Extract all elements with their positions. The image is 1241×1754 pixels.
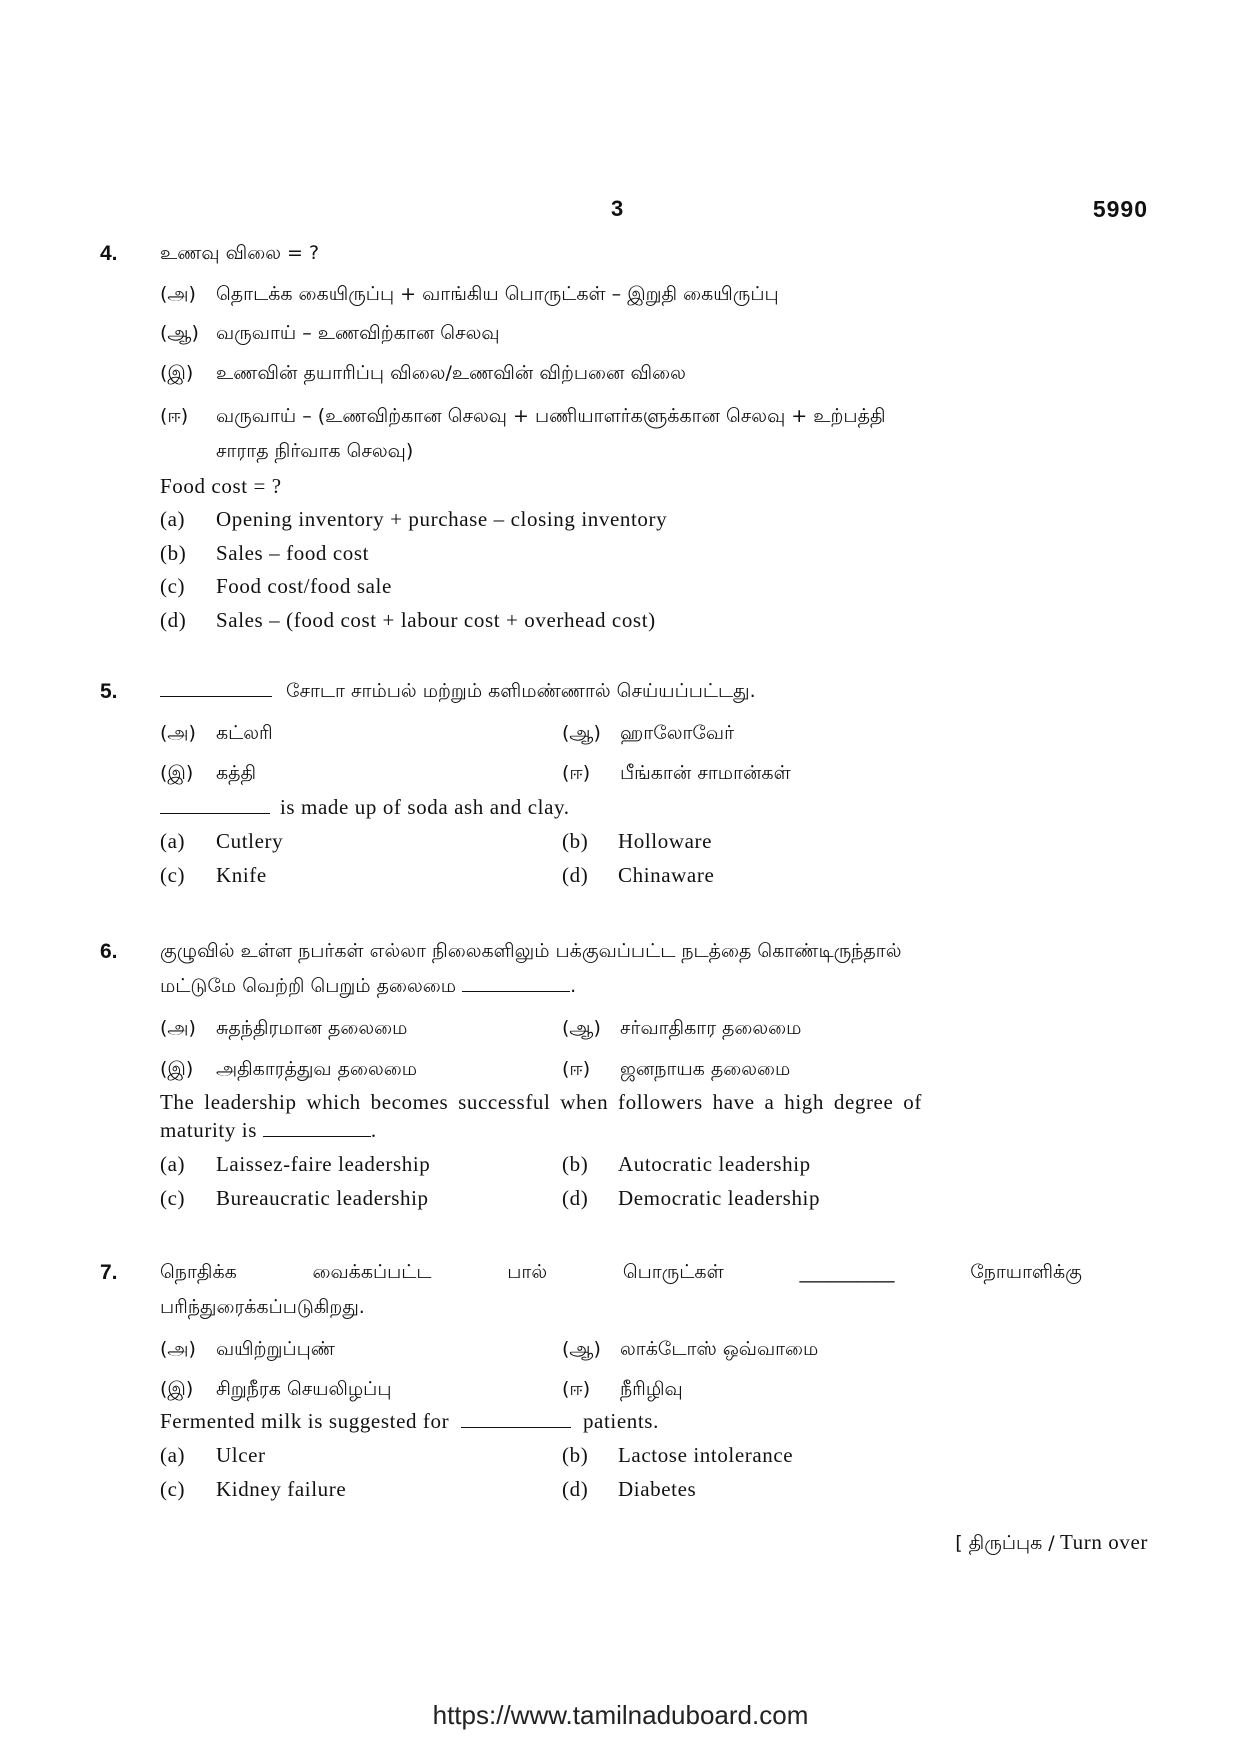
option-ta: (ஈ) பீங்கான் சாமான்கள் [562, 762, 791, 784]
option-en: (d) Diabetes [562, 1477, 697, 1501]
answer-blank [462, 977, 570, 992]
stem-line-justified: The leadership which becomes successful when followers have a high degree of [160, 1090, 922, 1114]
answer-blank [160, 799, 270, 814]
question-stem-ta: குழுவில் உள்ள நபர்கள் எல்லா நிலைகளிலும் பக்குவப்பட்ட நடத்தை கொண்டிருந்தால் [160, 940, 902, 962]
option-ta: (அ) சுதந்திரமான தலைமை [160, 1017, 408, 1039]
option-en: (b) Autocratic leadership [562, 1152, 811, 1176]
option-en: (d) Democratic leadership [562, 1186, 821, 1210]
paper-code: 5990 [1092, 196, 1148, 222]
option-ta: (இ) அதிகாரத்துவ தலைமை [160, 1058, 418, 1080]
question-stem-en [160, 1090, 1085, 1115]
answer-blank [461, 1413, 571, 1428]
option-ta: (ஈ) நீரிழிவு [562, 1378, 683, 1400]
option-ta: (அ) கட்லரி [160, 722, 273, 744]
question-number: 7. [100, 1261, 118, 1284]
source-url: https://www.tamilnaduboard.com [432, 1700, 809, 1730]
answer-blank [263, 1122, 371, 1137]
question-stem-en-line2: maturity is . [160, 1118, 377, 1142]
option-ta: (இ) கத்தி [160, 762, 257, 784]
question-stem-en: is made up of soda ash and clay. [160, 795, 570, 820]
question-stem-en: Fermented milk is suggested for patients. [160, 1409, 659, 1433]
turn-over-note: [ திருப்புக / Turn over [955, 1530, 1148, 1554]
option-en: (c) Bureaucratic leadership [160, 1186, 429, 1210]
question-stem-ta: உணவு விலை = ? [160, 242, 320, 264]
option-ta: (இ) சிறுநீரக செயலிழப்பு [160, 1378, 392, 1400]
answer-blank [160, 682, 272, 697]
option-en: (b) Lactose intolerance [562, 1443, 794, 1467]
option-en: (b) Sales – food cost [160, 541, 370, 565]
question-number: 5. [100, 680, 118, 703]
option-en: (c) Food cost/food sale [160, 574, 392, 598]
option-ta: (ஆ) ஹாலோவேர் [562, 722, 734, 744]
option-en: (a) Opening inventory + purchase – closing inventory [160, 507, 668, 531]
option-en: (a) Laissez-faire leadership [160, 1152, 431, 1176]
question-stem-ta: நொதிக்க வைக்கப்பட்ட பால் பொருட்கள் __________ நோயாளிக்கு [160, 1261, 1082, 1283]
option-en: (a) Ulcer [160, 1443, 266, 1467]
option-en: (d) Sales – (food cost + labour cost + overhead cost) [160, 608, 656, 632]
option-ta: (ஈ) வருவாய் – (உணவிற்கான செலவு + பணியாளர்களுக்கான செலவு + உற்பத்தி [160, 405, 886, 427]
page-number: 3 [611, 196, 624, 221]
question-number: 6. [100, 940, 118, 963]
option-ta: (ஆ) சர்வாதிகார தலைமை [562, 1017, 802, 1039]
question-stem-ta-line2: பரிந்துரைக்கப்படுகிறது. [160, 1296, 365, 1318]
option-en: (b) Holloware [562, 829, 713, 853]
question-stem-en: Food cost = ? [160, 474, 282, 498]
option-en: (a) Cutlery [160, 829, 284, 853]
option-ta: (அ) தொடக்க கையிருப்பு + வாங்கிய பொருட்கள் – இறுதி கையிருப்பு [160, 283, 779, 305]
option-en: (c) Knife [160, 863, 267, 887]
question-stem-ta: சோடா சாம்பல் மற்றும் களிமண்ணால் செய்யப்பட்டது. [160, 680, 756, 705]
question-number: 4. [100, 242, 118, 265]
option-ta: (ஆ) லாக்டோஸ் ஒவ்வாமை [562, 1338, 819, 1360]
option-ta: (இ) உணவின் தயாரிப்பு விலை/உணவின் விற்பனை விலை [160, 362, 686, 384]
option-ta: (அ) வயிற்றுப்புண் [160, 1338, 335, 1360]
option-ta: (ஆ) வருவாய் – உணவிற்கான செலவு [160, 322, 500, 344]
option-en: (c) Kidney failure [160, 1477, 347, 1501]
option-ta: (ஈ) ஜனநாயக தலைமை [562, 1058, 791, 1080]
option-ta-continuation: சாராத நிர்வாக செலவு) [216, 440, 414, 462]
option-en: (d) Chinaware [562, 863, 715, 887]
question-stem-ta-line2: மட்டுமே வெற்றி பெறும் தலைமை . [160, 975, 577, 997]
